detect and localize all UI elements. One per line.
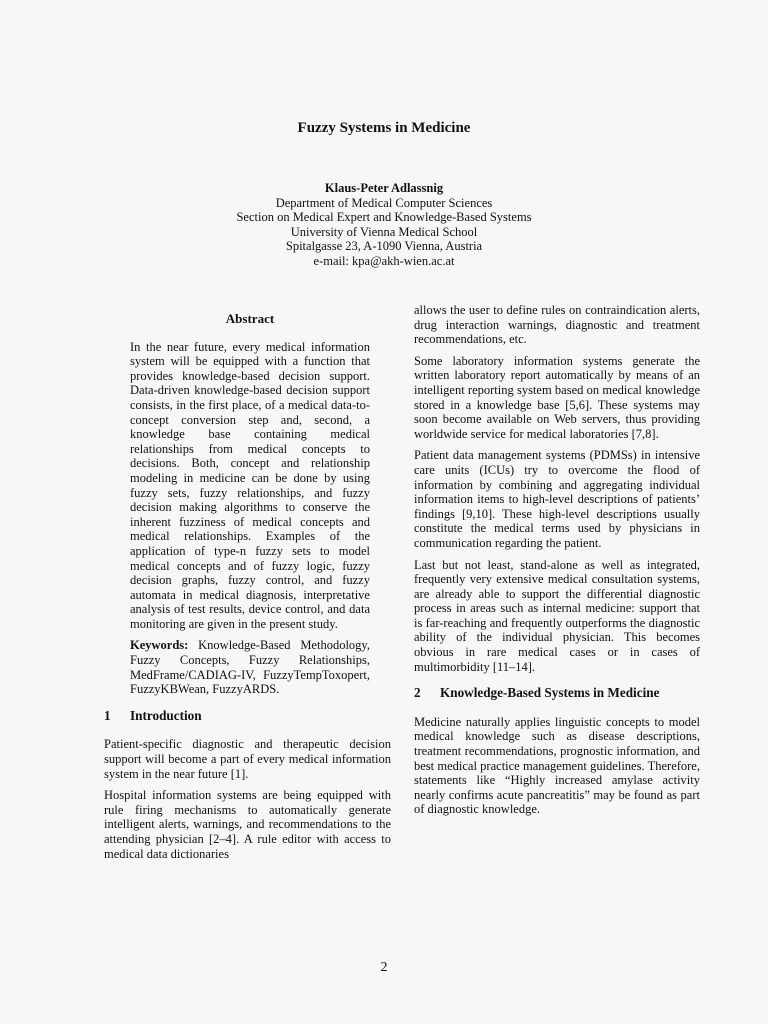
section-title: Introduction [130, 707, 202, 723]
section-number: 2 [414, 685, 421, 701]
introduction-paragraph: Patient-specific diagnostic and therapeutic decision support will become a part of every medical information system in the near future [1]. [104, 737, 391, 781]
introduction-paragraph: Hospital information systems are being equipped with rule firing mechanisms to automatically generate intelligent alerts, warnings, and recommendations to the attending physician [2–4]. A rule editor with access to medical data dictionaries [104, 788, 391, 861]
keywords-text: Knowledge-Based Methodology, Fuzzy Concepts, Fuzzy Relationships, MedFrame/CADIAG-IV, FuzzyTempToxopert, FuzzyKBWean, FuzzyARDS. [130, 638, 370, 697]
author-section: Section on Medical Expert and Knowledge-Based Systems [236, 210, 532, 225]
author-email: e-mail: kpa@akh-wien.ac.at [313, 253, 455, 268]
body-paragraph: Medicine naturally applies linguistic concepts to model medical knowledge such as disease descriptions, treatment recommendations, prognostic information, and best medical practice management guidelines. Therefore, statements like “Highly increased amylase activity nearly confirms acute pancreatitis” may be found as part of diagnostic knowledge. [414, 714, 700, 817]
left-column [104, 312, 391, 868]
abstract [130, 312, 370, 697]
body-paragraph: Patient data management systems (PDMSs) in intensive care units (ICUs) try to overcome the flood of information by combining and aggregating individual information items to high-level descriptions of patients’ findings [9,10]. These high-level descriptions usually constitute the medical terms used by physicians in communication regarding the patient. [414, 448, 700, 550]
section-heading-knowledge-based-systems [414, 686, 700, 701]
body-paragraph: Some laboratory information systems generate the written laboratory report automatically by means of an intelligent reporting system based on medical knowledge stored in a knowledge base [5,6]. These systems may soon become available on Web servers, thus providing worldwide service for medical laboratories [7,8]. [414, 353, 700, 441]
author-name: Klaus-Peter Adlassnig [324, 181, 444, 195]
author-department: Department of Medical Computer Sciences [275, 195, 493, 210]
page-number: 2 [380, 960, 388, 975]
section-number: 1 [104, 707, 111, 723]
section-title: Knowledge-Based Systems in Medicine [440, 685, 660, 701]
paper-title: Fuzzy Systems in Medicine [297, 120, 471, 136]
author-university: University of Vienna Medical School [290, 224, 478, 239]
right-column [414, 303, 700, 824]
author-block [0, 181, 768, 269]
keywords [130, 638, 370, 696]
body-paragraph: allows the user to define rules on contraindication alerts, drug interaction warnings, diagnostic and treatment recommendations, etc. [414, 303, 700, 347]
keywords-label: Keywords: [130, 638, 189, 653]
abstract-heading: Abstract [225, 311, 275, 326]
section-heading-introduction [104, 709, 391, 724]
abstract-text: In the near future, every medical information system will be equipped with a function that provides knowledge-based decision support. Data-driven knowledge-based decision support consists, in the first place, of a medical data-to-concept conversion step and, second, a knowledge base containing medical relationships from medical concepts to decisions. Both, concept and relationship modeling in medicine can be done by using fuzzy sets, fuzzy relationships, and fuzzy decision making algorithms to conserve the inherent fuzziness of medical concepts and medical relationships. Examples of the application of type-n fuzzy sets to model medical concepts and of fuzzy logic, fuzzy decision graphs, fuzzy control, and fuzzy automata in medical diagnosis, interpretative analysis of test results, device control, and data monitoring are given in the present study. [130, 339, 370, 631]
author-address: Spitalgasse 23, A-1090 Vienna, Austria [285, 239, 483, 254]
body-paragraph: Last but not least, stand-alone as well as integrated, frequently very extensive medical consultation systems, are already able to support the differential diagnostic process in areas such as internal medicine: support that is far-reaching and frequently outperforms the diagnostic ability of the individual physician. This becomes obvious in rare medical cases or in cases of multimorbidity [11–14]. [414, 557, 700, 674]
